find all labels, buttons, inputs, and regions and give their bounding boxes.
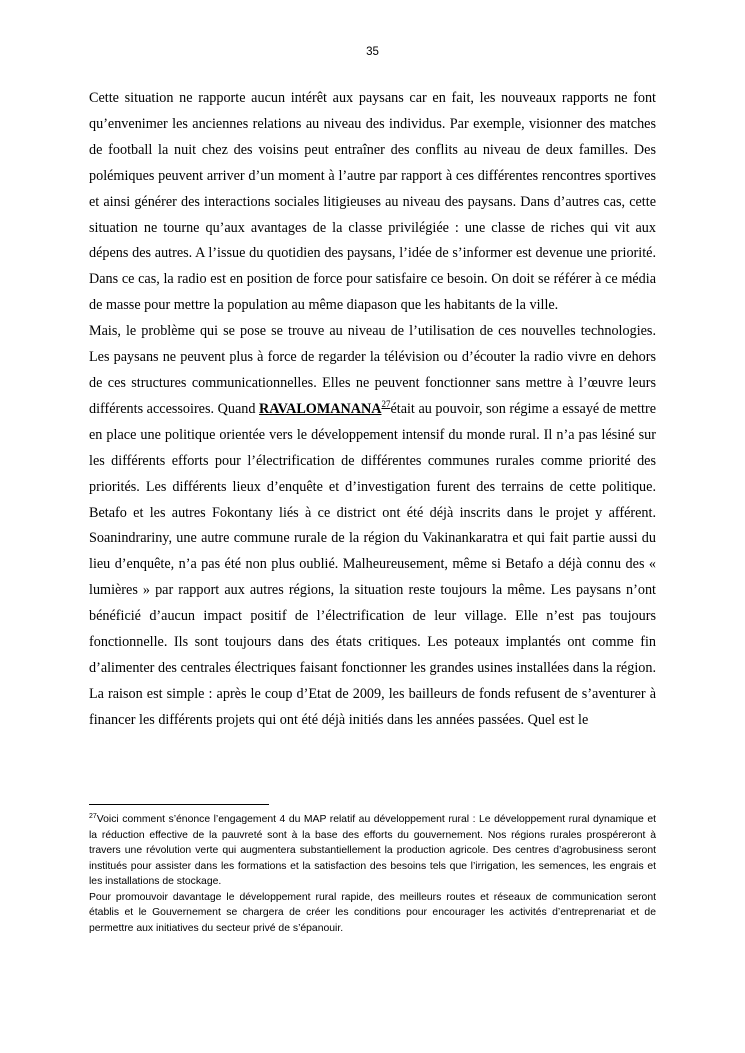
person-name: RAVALOMANANA <box>259 400 382 417</box>
footnote-paragraph-1 <box>89 812 656 890</box>
paragraph-2-start: Mais, le problème qui se pose se trouve au niveau de l’utilisation de ces nouvelles technologies. Les paysans ne peuvent plus à force de regarder la télévision ou d’écouter la radio vivre en dehors de ces structures communicationnelles. Elles ne peuvent fonctionner sans mettre à l’œuvre leurs différents accessoires. Quand <box>89 323 656 417</box>
footnote-paragraph-2: Pour promouvoir davantage le développement rural rapide, des meilleurs routes et réseaux de communication seront établis et le Gouvernement se chargera de créer les conditions pour encourager les activités d’entreprenariat et de permettre aux initiatives du secteur privé de s’épanouir. <box>89 891 656 934</box>
paragraph-1: Cette situation ne rapporte aucun intérêt aux paysans car en fait, les nouveaux rapports ne font qu’envenimer les anciennes relations au niveau des individus. Par exemple, visionner des matches de football la nuit chez des voisins peut entraîner des conflits au niveau de deux familles. Des polémiques peuvent arriver d’un moment à l’autre par rapport à ces différentes rencontres sportives et ainsi générer des interactions sociales litigieuses au niveau des paysans. Dans d’autres cas, cette situation ne tourne qu’aux avantages de la classe privilégiée : une classe de riches qui vit aux dépens des autres. A l’issue du quotidien des paysans, l’idée de s’informer est devenue une priorité. Dans ce cas, la radio est en position de force pour satisfaire ce besoin. On doit se référer à ce média de masse pour mettre la population au même diapason que les habitants de la ville. <box>89 90 656 314</box>
paragraph-2-end: était au pouvoir, son régime a essayé de mettre en place une politique orientée vers le développement intensif du monde rural. Il n’a pas lésiné sur les différents efforts pour l’électrification de différentes communes rurales comme priorité des priorités. Les différents lieux d’enquête et d’investigation furent des terrains de cette politique. Betafo et les autres Fokontany liés à ce district ont été déjà inscrits dans le projet y afférent. Soanindrariny, une autre commune rurale de la région du Vakinankaratra et qui fait partie aussi du lieu d’enquête, n’a pas été non plus oublié. Malheureusement, même si Betafo a déjà connu des « lumières » par rapport aux autres régions, la situation reste toujours la même. Les paysans n’ont bénéficié d’aucun impact positif de l’électrification de leur village. Elle n’est pas toujours fonctionnelle. Ils sont toujours dans des états critiques. Les poteaux implantés ont comme fin d’alimenter des centrales électriques faisant fonctionner les grandes usines installées dans la région. La raison est simple : après le coup d’Etat de 2009, les bailleurs de fonds refusent de s’aventurer à financer les différents projets qui ont été déjà initiés dans les années passées. Quel est le <box>89 400 656 728</box>
body-text <box>89 86 656 734</box>
footnote-mark: 27 <box>89 813 97 820</box>
footnote-text-1: Voici comment s’énonce l’engagement 4 du MAP relatif au développement rural : Le développement rural dynamique et la réduction effective de la pauvreté sont à la base des efforts du gouvernement. Nos régions rurales prospéreront à travers une révolution verte qui augmentera substantiellement la production agricole. Des centres d’agrobusiness seront institués pour assister dans les formations et la satisfaction des besoins tels que l’irrigation, les semences, les engrais et les installations de stockage. <box>89 814 656 887</box>
page-number: 35 <box>366 46 379 58</box>
footnote-27 <box>89 812 656 936</box>
footnote-reference[interactable]: 27 <box>381 398 391 409</box>
paragraph-2 <box>89 319 656 734</box>
footnote-separator <box>89 804 269 805</box>
